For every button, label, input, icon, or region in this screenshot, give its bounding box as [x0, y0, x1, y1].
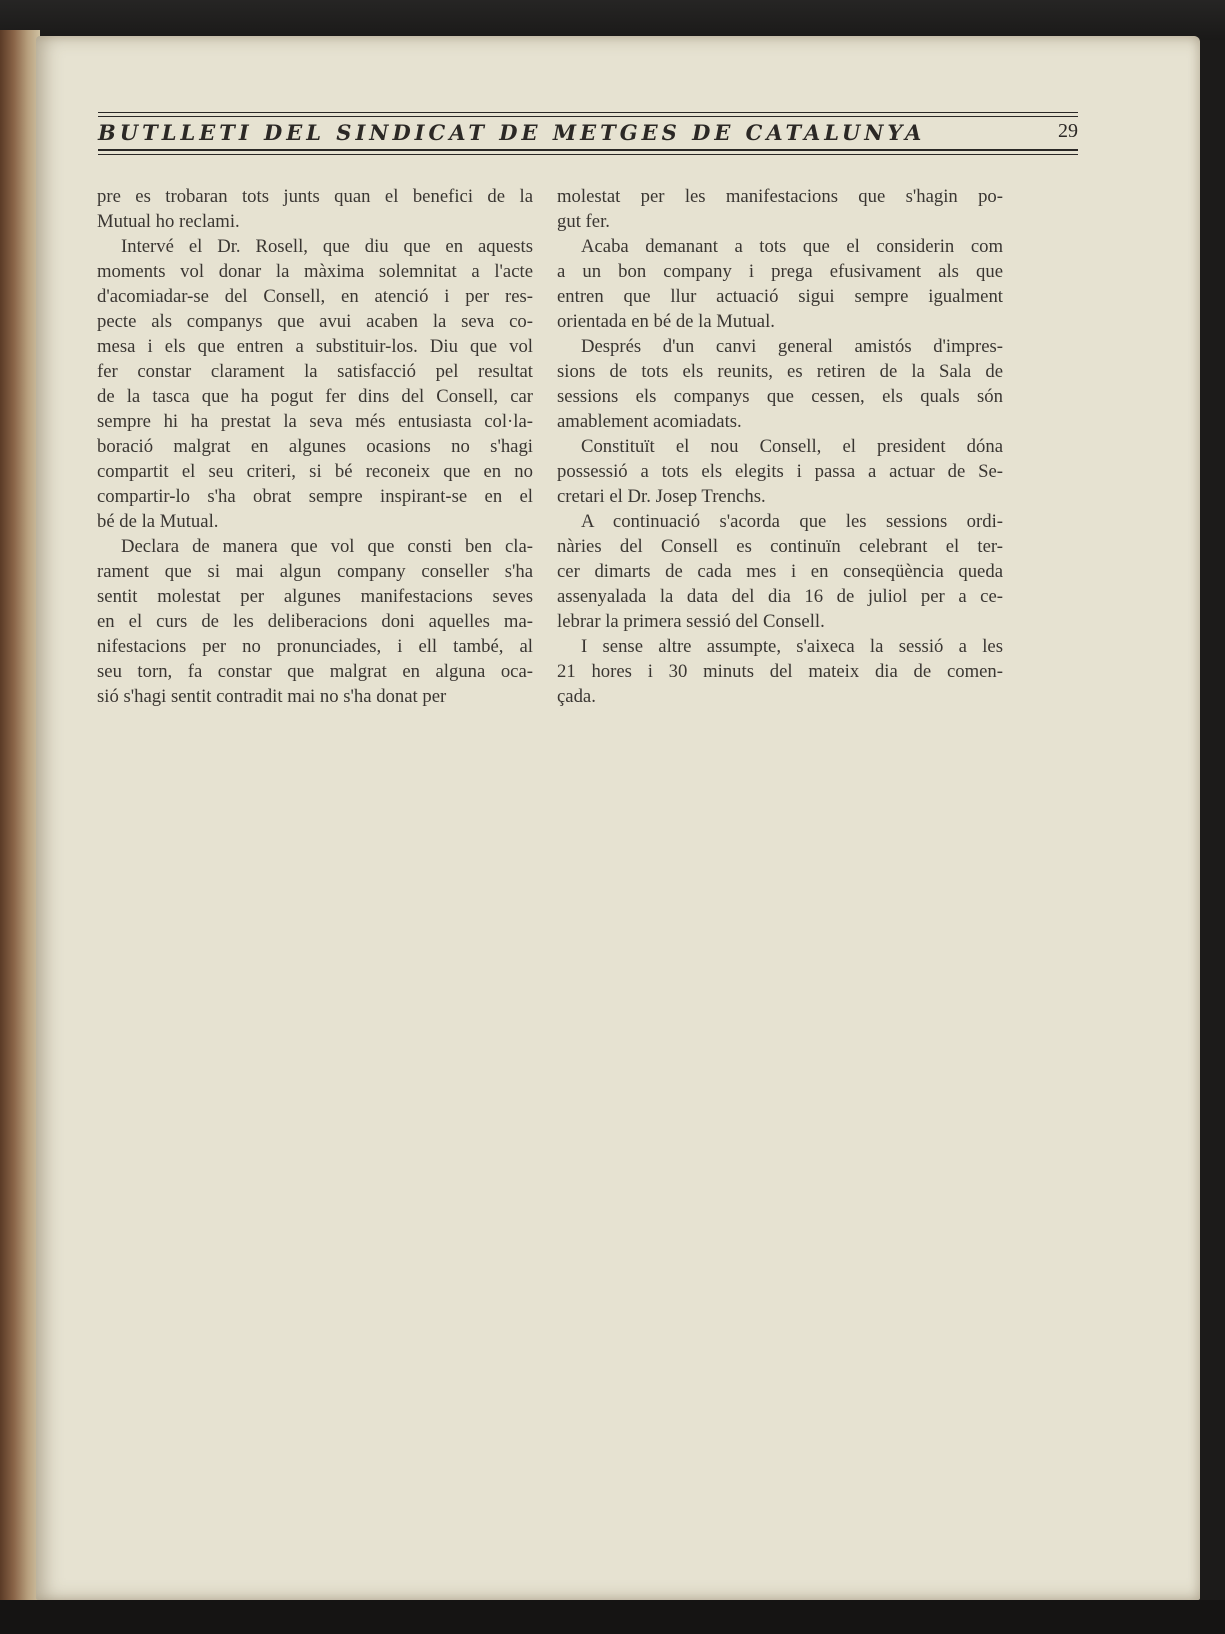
text-line: assenyalada la data del dia 16 de juliol per a ce-: [557, 586, 1003, 607]
text-line: Després d'un canvi general amistós d'impres-: [581, 336, 1003, 357]
text-line: Declara de manera que vol que consti ben cla-: [121, 536, 533, 557]
paragraph: [557, 509, 1003, 634]
text-line: moments vol donar la màxima solemnitat a l'acte: [97, 261, 533, 282]
paragraph: [557, 184, 1003, 234]
paragraph: [557, 434, 1003, 509]
text-line: Mutual ho reclami.: [97, 211, 240, 232]
journal-title: BUTLLETI DEL SINDICAT DE METGES DE CATALUNYA: [98, 119, 926, 145]
text-line: bé de la Mutual.: [97, 511, 219, 532]
paragraph: [557, 334, 1003, 434]
text-line: molestat per les manifestacions que s'hagin po-: [557, 186, 1003, 207]
text-line: gut fer.: [557, 211, 610, 232]
text-line: 21 hores i 30 minuts del mateix dia de comen-: [557, 661, 1003, 682]
text-line: sentit molestat per algunes manifestacions seves: [97, 586, 533, 607]
text-line: possessió a tots els elegits i passa a actuar de Se-: [557, 461, 1003, 482]
text-line: Acaba demanant a tots que el considerin com: [581, 236, 1003, 257]
text-line: Constituït el nou Consell, el president dóna: [581, 436, 1003, 457]
text-line: entren que llur actuació sigui sempre igualment: [557, 286, 1003, 307]
book-binding-edge: [0, 30, 40, 1600]
text-line: pecte als companys que avui acaben la seva co-: [97, 311, 533, 332]
header-rule-bottom: [98, 149, 1078, 151]
text-line: seu torn, fa constar que malgrat en alguna oca-: [97, 661, 533, 682]
paragraph: [97, 534, 533, 709]
text-line: de la tasca que ha pogut fer dins del Consell, car: [97, 386, 533, 407]
text-column-left: [97, 184, 533, 709]
text-line: nifestacions per no pronunciades, i ell també, al: [97, 636, 533, 657]
scan-backdrop-bottom: [0, 1600, 1225, 1634]
text-line: amablement acomiadats.: [557, 411, 742, 432]
text-line: en el curs de les deliberacions doni aquelles ma-: [97, 611, 533, 632]
text-line: cretari el Dr. Josep Trenchs.: [557, 486, 766, 507]
page-number: 29: [1058, 120, 1078, 142]
paragraph: [557, 634, 1003, 709]
text-line: sempre hi ha prestat la seva més entusiasta col·la-: [97, 411, 533, 432]
text-line: A continuació s'acorda que les sessions ordi-: [581, 511, 1003, 532]
header-rule-top: [98, 112, 1078, 113]
text-line: nàries del Consell es continuïn celebrant el ter-: [557, 536, 1003, 557]
text-line: fer constar clarament la satisfacció pel resultat: [97, 361, 533, 382]
text-line: compartit el seu criteri, si bé reconeix que en no: [97, 461, 533, 482]
journal-page: [36, 36, 1200, 1600]
text-line: sessions els companys que cessen, els quals són: [557, 386, 1003, 407]
text-line: orientada en bé de la Mutual.: [557, 311, 775, 332]
paragraph: [557, 234, 1003, 334]
paragraph: [97, 184, 533, 234]
scan-backdrop-top: [0, 0, 1225, 40]
text-line: sions de tots els reunits, es retiren de la Sala de: [557, 361, 1003, 382]
text-line: a un bon company i prega efusivament als que: [557, 261, 1003, 282]
text-line: rament que si mai algun company conseller s'ha: [97, 561, 533, 582]
text-line: Intervé el Dr. Rosell, que diu que en aquests: [121, 236, 533, 257]
paragraph: [97, 234, 533, 534]
text-column-right: [557, 184, 1003, 709]
text-line: I sense altre assumpte, s'aixeca la sessió a les: [581, 636, 1003, 657]
text-line: pre es trobaran tots junts quan el benefici de la: [97, 186, 533, 207]
text-line: sió s'hagi sentit contradit mai no s'ha donat per: [97, 686, 447, 707]
running-header: [98, 116, 1078, 148]
text-line: lebrar la primera sessió del Consell.: [557, 611, 825, 632]
text-line: cer dimarts de cada mes i en conseqüència queda: [557, 561, 1003, 582]
text-line: çada.: [557, 686, 596, 707]
text-line: mesa i els que entren a substituir-los. Diu que vol: [97, 336, 533, 357]
text-line: boració malgrat en algunes ocasions no s'hagi: [97, 436, 533, 457]
text-line: d'acomiadar-se del Consell, en atenció i per res-: [97, 286, 533, 307]
header-rule-bottom-thin: [98, 154, 1078, 155]
text-line: compartir-lo s'ha obrat sempre inspirant-se en el: [97, 486, 533, 507]
